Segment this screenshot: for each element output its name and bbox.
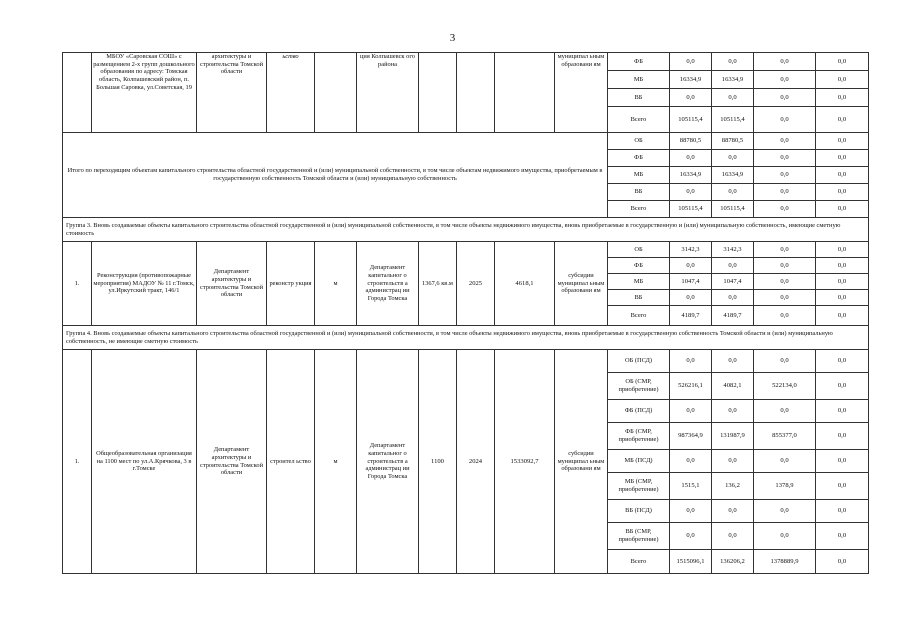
value-cell: 0,0	[754, 500, 816, 523]
group-title: Группа 4. Вновь создаваемые объекты капитального строительства областной государственной и (или) муниципальной собственности, в том числе объекты недвижимого имущества, вновь приобретаемые в государственную собственность Томской области и (или) муниципальную собственность, не имеющие сметную стоимость	[63, 326, 869, 350]
value-cell: 0,0	[816, 184, 869, 201]
work-type: строител ьство	[267, 350, 315, 574]
value-cell: 0,0	[712, 53, 754, 71]
funding-source: ФБ (СМР, приобретение)	[608, 423, 670, 450]
value-cell: 131987,9	[712, 423, 754, 450]
value-cell: 0,0	[816, 306, 869, 326]
value-cell: 0,0	[816, 150, 869, 167]
funding-source: ОБ (СМР, приобретение)	[608, 373, 670, 400]
value-cell: 0,0	[754, 274, 816, 290]
table-row	[63, 133, 869, 150]
value-cell: 88780,5	[670, 133, 712, 150]
value-cell: 522134,0	[754, 373, 816, 400]
value-cell: 4189,7	[670, 306, 712, 326]
value-cell: 105115,4	[712, 201, 754, 218]
row-number: 1.	[63, 350, 92, 574]
estimated-cost: 1533092,7	[495, 350, 555, 574]
value-cell: 0,0	[816, 373, 869, 400]
customer-name: Департамент архитектуры и строительства Томской области	[197, 350, 267, 574]
funding-source: Всего	[608, 107, 670, 133]
value-cell: 0,0	[754, 400, 816, 423]
capacity: 1100	[419, 350, 457, 574]
value-cell: 0,0	[754, 53, 816, 71]
value-cell: 0,0	[816, 274, 869, 290]
funding-source: ВБ	[608, 89, 670, 107]
value-cell: 16334,9	[670, 167, 712, 184]
value-cell: 0,0	[754, 107, 816, 133]
value-cell: 0,0	[754, 150, 816, 167]
value-cell: 0,0	[712, 450, 754, 473]
funding-source: МБ	[608, 274, 670, 290]
funding-source: ФБ	[608, 53, 670, 71]
value-cell: 0,0	[816, 53, 869, 71]
value-cell: 4082,1	[712, 373, 754, 400]
funding-form: субсидии муниципал ьным образовани ям	[555, 350, 608, 574]
customer-name: архитектуры и строительства Томской области	[197, 53, 267, 133]
table-row	[63, 218, 869, 242]
value-cell: 0,0	[754, 350, 816, 373]
funding-source: МБ (ПСД)	[608, 450, 670, 473]
funding-source: Всего	[608, 306, 670, 326]
value-cell: 105115,4	[670, 107, 712, 133]
value-cell: 16334,9	[670, 71, 712, 89]
value-cell: 0,0	[712, 89, 754, 107]
funding-source: ВБ	[608, 290, 670, 306]
work-type: ьство	[267, 53, 315, 133]
row-number: 1.	[63, 242, 92, 326]
funding-source: ОБ (ПСД)	[608, 350, 670, 373]
value-cell: 855377,0	[754, 423, 816, 450]
value-cell: 0,0	[670, 400, 712, 423]
value-cell: 1515,1	[670, 473, 712, 500]
value-cell: 3142,3	[712, 242, 754, 258]
value-cell: 0,0	[816, 133, 869, 150]
value-cell: 0,0	[816, 89, 869, 107]
value-cell: 0,0	[670, 89, 712, 107]
table-row	[63, 242, 869, 258]
value-cell: 0,0	[670, 150, 712, 167]
value-cell: 0,0	[754, 89, 816, 107]
value-cell: 0,0	[816, 107, 869, 133]
year: 2024	[457, 350, 495, 574]
value-cell: 0,0	[670, 523, 712, 550]
funding-source: ФБ (ПСД)	[608, 400, 670, 423]
value-cell: 0,0	[670, 53, 712, 71]
value-cell: 0,0	[712, 150, 754, 167]
funding-source: ВБ (ПСД)	[608, 500, 670, 523]
value-cell: 105115,4	[712, 107, 754, 133]
value-cell: 0,0	[754, 184, 816, 201]
value-cell: 0,0	[754, 290, 816, 306]
value-cell: 987364,9	[670, 423, 712, 450]
object-name: Общеобразовательная организация на 1100 мест по ул.А.Крячкова, 3 в г.Томске	[92, 350, 197, 574]
unit: м	[315, 350, 357, 574]
work-type: реконстр укция	[267, 242, 315, 326]
funding-source: МБ	[608, 71, 670, 89]
value-cell: 0,0	[816, 500, 869, 523]
value-cell: 1047,4	[712, 274, 754, 290]
value-cell: 0,0	[754, 523, 816, 550]
value-cell: 0,0	[712, 350, 754, 373]
value-cell: 0,0	[670, 450, 712, 473]
value-cell: 0,0	[670, 500, 712, 523]
value-cell: 0,0	[816, 201, 869, 218]
value-cell: 0,0	[754, 258, 816, 274]
value-cell: 0,0	[670, 290, 712, 306]
value-cell: 1515096,1	[670, 550, 712, 574]
customer-name: Департамент архитектуры и строительства Томской области	[197, 242, 267, 326]
object-name: МБОУ «Саровская СОШ» с размещением 2-х групп дошкольного образования по адресу: Томская область, Колпашевский район, п. Большая Саровка, ул.Советская, 19	[92, 53, 197, 133]
funding-source: Всего	[608, 550, 670, 574]
value-cell: 0,0	[754, 242, 816, 258]
value-cell: 0,0	[754, 71, 816, 89]
funding-source: Всего	[608, 201, 670, 218]
value-cell: 0,0	[816, 167, 869, 184]
funding-source: МБ	[608, 167, 670, 184]
table-row	[63, 326, 869, 350]
value-cell: 0,0	[816, 450, 869, 473]
table-row	[63, 350, 869, 373]
funding-form: субсидии муниципал ьным образовани ям	[555, 242, 608, 326]
funding-source: ВБ	[608, 184, 670, 201]
group-title: Группа 3. Вновь создаваемые объекты капитального строительства областной государственной и (или) муниципальной собственности, в том числе объекты недвижимого имущества, вновь приобретаемые в государственную и (или) муниципальную собственность, имеющие сметную стоимость	[63, 218, 869, 242]
object-name: Реконструкция (противопожарные мероприятия) МАДОУ № 11 г.Томск, ул.Иркутский тракт, 146/1	[92, 242, 197, 326]
capacity: 1367,6 кв.м	[419, 242, 457, 326]
value-cell: 3142,3	[670, 242, 712, 258]
funding-source: ВБ (СМР, приобретение)	[608, 523, 670, 550]
value-cell: 4189,7	[712, 306, 754, 326]
funding-source: ФБ	[608, 150, 670, 167]
value-cell: 0,0	[670, 258, 712, 274]
value-cell: 0,0	[754, 167, 816, 184]
unit: м	[315, 242, 357, 326]
value-cell: 0,0	[670, 350, 712, 373]
value-cell: 0,0	[816, 290, 869, 306]
value-cell: 0,0	[712, 400, 754, 423]
value-cell: 526216,1	[670, 373, 712, 400]
value-cell: 0,0	[712, 258, 754, 274]
value-cell: 0,0	[816, 350, 869, 373]
value-cell: 0,0	[712, 500, 754, 523]
estimated-cost: 4618,1	[495, 242, 555, 326]
funding-form: муниципал ьным образовани ям	[555, 53, 608, 133]
value-cell: 105115,4	[670, 201, 712, 218]
value-cell: 16334,9	[712, 167, 754, 184]
value-cell: 16334,9	[712, 71, 754, 89]
value-cell: 136,2	[712, 473, 754, 500]
value-cell: 0,0	[754, 133, 816, 150]
budget-table	[62, 52, 869, 574]
value-cell: 0,0	[754, 306, 816, 326]
value-cell: 0,0	[816, 423, 869, 450]
value-cell: 0,0	[816, 242, 869, 258]
value-cell: 0,0	[712, 184, 754, 201]
value-cell: 88780,5	[712, 133, 754, 150]
value-cell: 0,0	[816, 523, 869, 550]
recipient-name: Департамент капитальног о строительств а администрац ии Города Томска	[357, 242, 419, 326]
funding-source: ОБ	[608, 133, 670, 150]
value-cell: 0,0	[816, 258, 869, 274]
total-label: Итого по переходящим объектам капитального строительства областной государственной и (или) муниципальной собственности, в том числе объектам недвижимого имущества, приобретаемым в государственную собственность Томской области и (или) муниципальную собственность	[63, 133, 608, 218]
value-cell: 0,0	[712, 523, 754, 550]
funding-source: ФБ	[608, 258, 670, 274]
value-cell: 0,0	[816, 71, 869, 89]
value-cell: 1378889,9	[754, 550, 816, 574]
value-cell: 0,0	[754, 450, 816, 473]
page-number: 3	[449, 32, 456, 44]
value-cell: 0,0	[754, 201, 816, 218]
funding-source: ОБ	[608, 242, 670, 258]
value-cell: 0,0	[816, 473, 869, 500]
value-cell: 0,0	[816, 550, 869, 574]
value-cell: 1047,4	[670, 274, 712, 290]
value-cell: 0,0	[670, 184, 712, 201]
funding-source: МБ (СМР, приобретение)	[608, 473, 670, 500]
table-row	[63, 53, 869, 71]
recipient-name: ция Колпашевск ого района	[357, 53, 419, 133]
value-cell: 136206,2	[712, 550, 754, 574]
value-cell: 0,0	[712, 290, 754, 306]
recipient-name: Департамент капитальног о строительств а администрац ии Города Томска	[357, 350, 419, 574]
value-cell: 1378,9	[754, 473, 816, 500]
value-cell: 0,0	[816, 400, 869, 423]
year: 2025	[457, 242, 495, 326]
